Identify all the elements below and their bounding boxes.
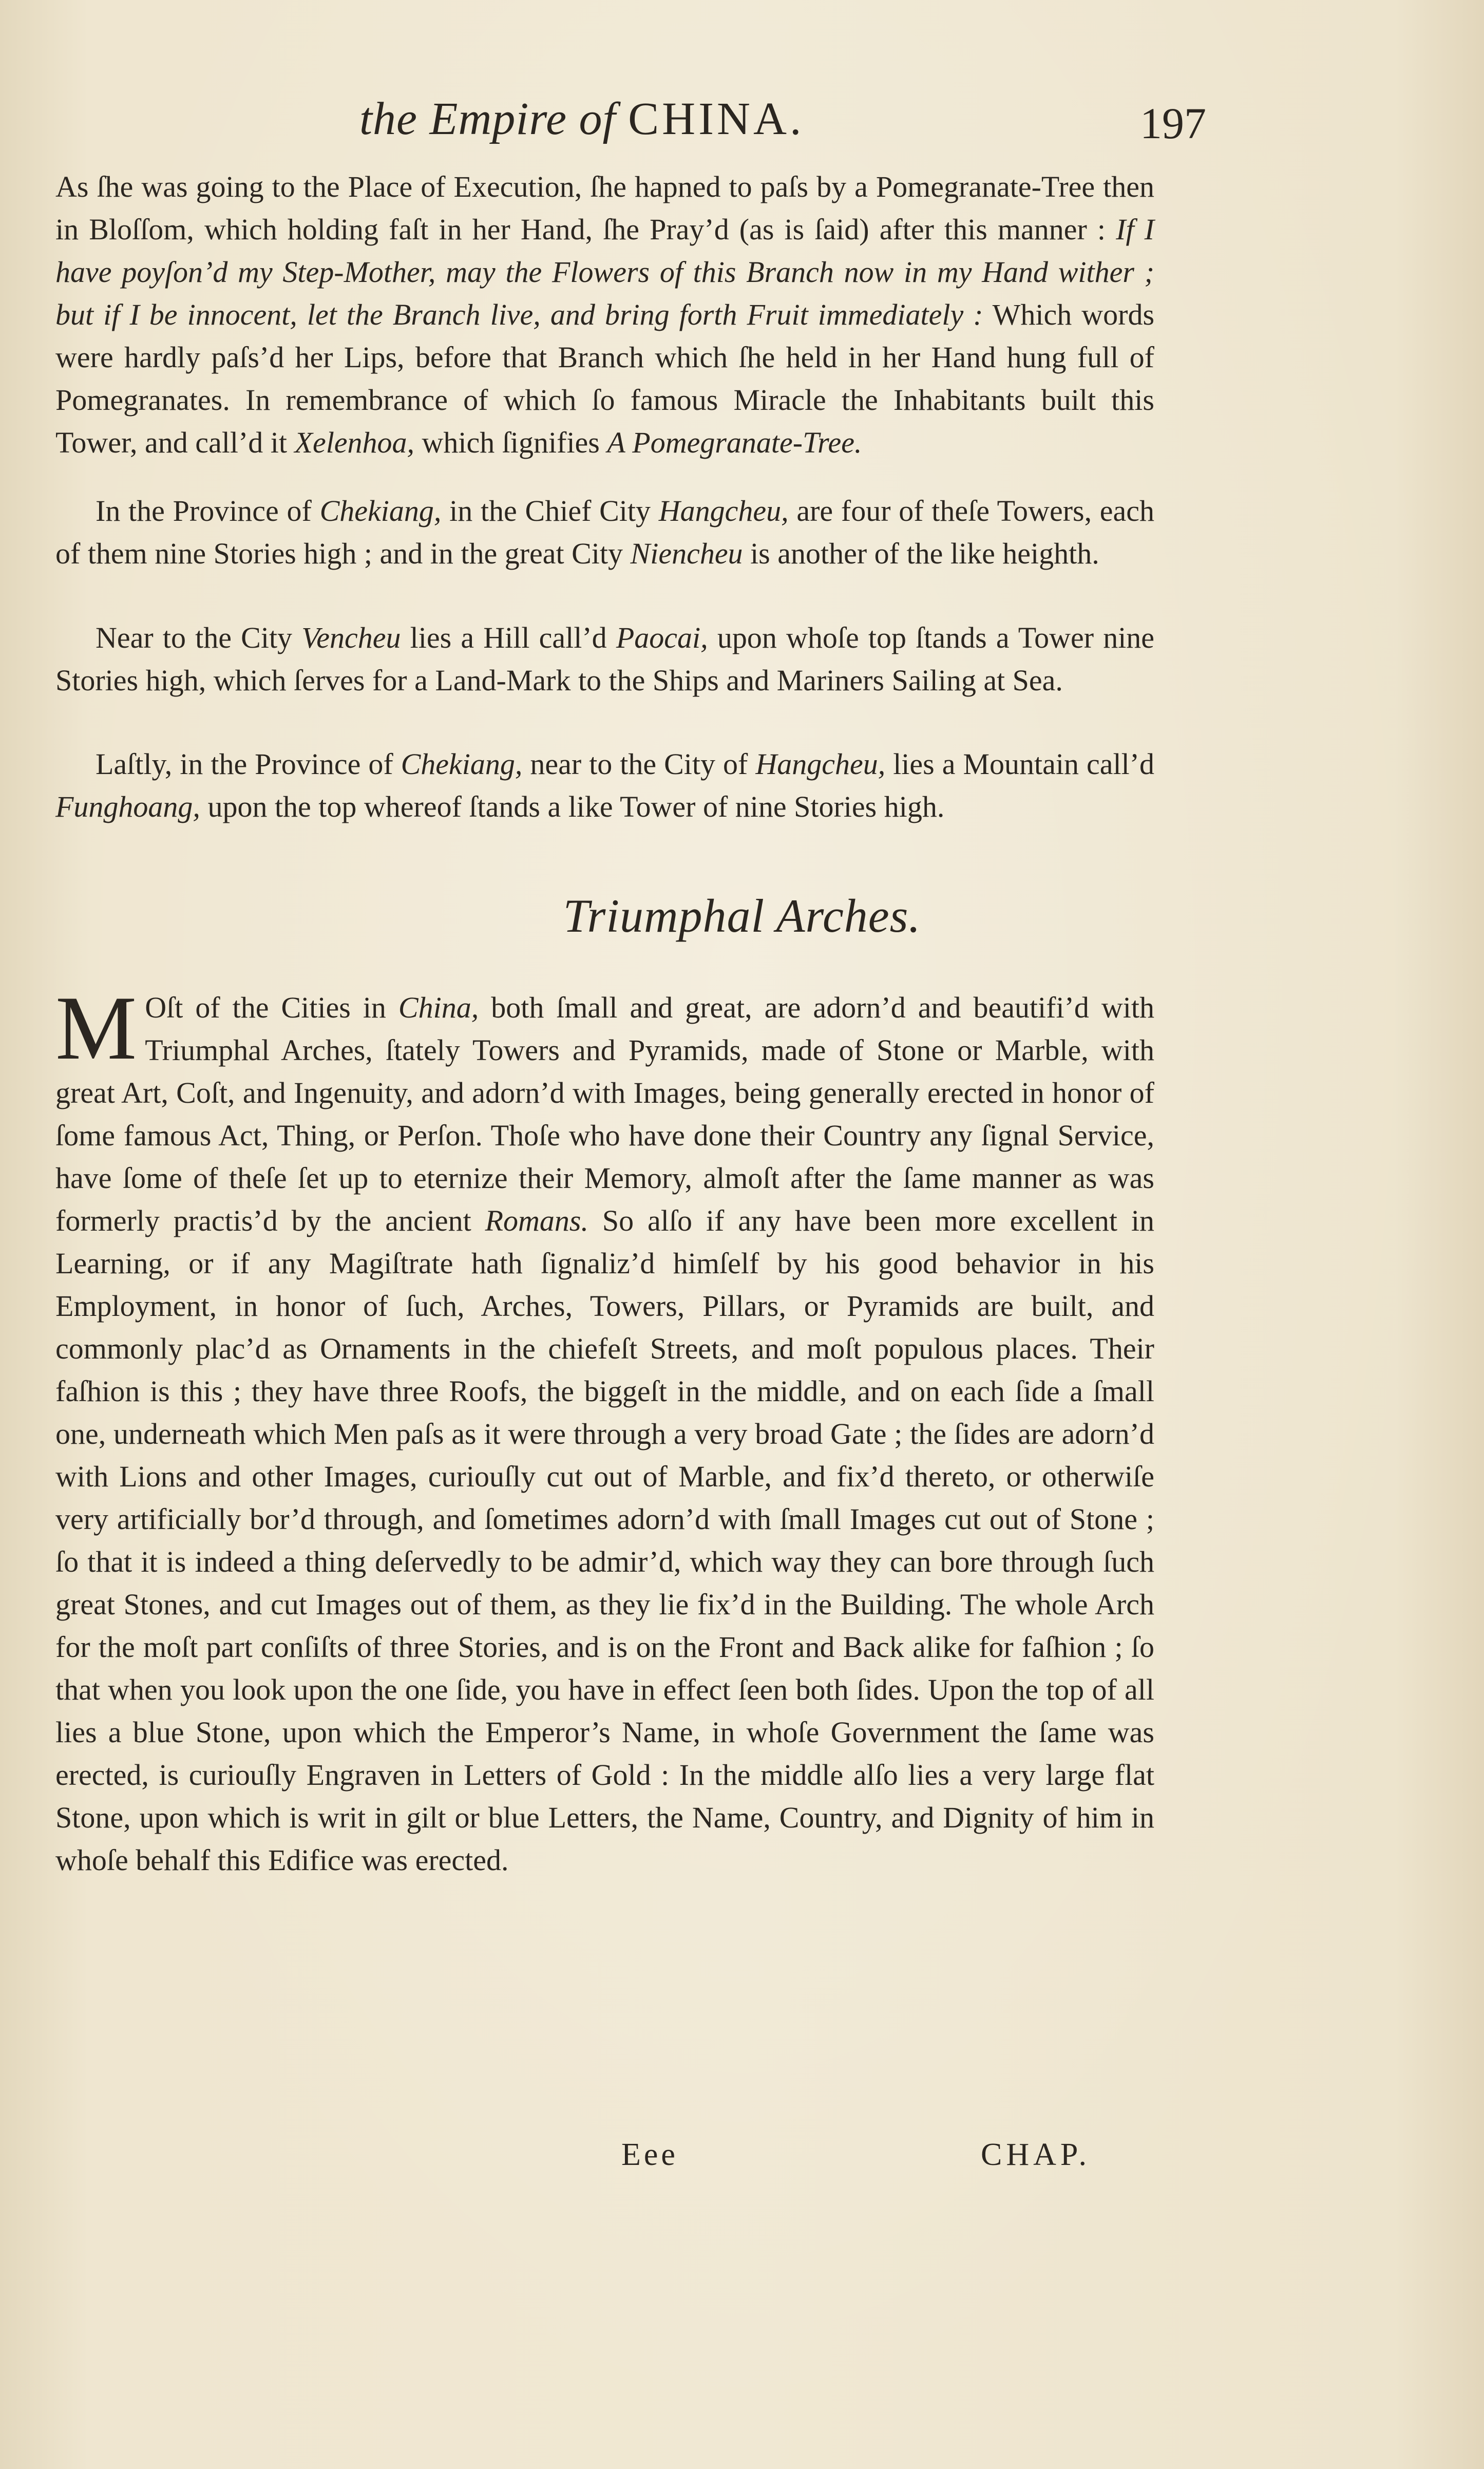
city-name: Vencheu: [301, 621, 401, 654]
province-name: Chekiang,: [401, 747, 523, 781]
paragraph-triumphal-arches: [55, 977, 1155, 1881]
italic-prayer: If I have poyſon’d my Step-Mother, may the Flowers of this Branch now in my Hand wither ; but if I be innocent, let the Branch live, and bring forth Fruit immediately :: [55, 213, 1154, 331]
text: lies a Hill call’d: [410, 621, 607, 654]
text: As ſhe was going to the Place of Execution, ſhe hapned to paſs by a Pomegranate-Tree then in Bloſſom, which holding faſt in her Hand, ſhe Pray’d (as is ſaid) after this manner :: [55, 170, 1154, 246]
text: in the Chief City: [449, 494, 651, 527]
country-name: China,: [398, 991, 479, 1024]
place-name: Xelenhoa,: [294, 426, 415, 459]
text: So alſo if any have been more excellent in Learning, or if any Magiſtrate hath ſignaliz’d himſelf by his good behavior in his Employment, in honor of ſuch, Arches, Towers, Pillars, or Pyramids are built, and commonly plac’d as Ornaments in the chiefeſt Streets, and moſt populous places. Their faſhion is this ; they have three Roofs, the biggeſt in the middle, and on each ſide a ſmall one, underneath which Men paſs as it were through a very broad Gate ; the ſides are adorn’d with Lions and other Images, curiouſly cut out of Marble, and fix’d thereto, or otherwiſe very artificially bor’d through, and ſometimes adorn’d with ſmall Images cut out of Stone ; ſo that it is indeed a thing deſervedly to be admir’d, which way they can bore through ſuch great Stones, and cut Images out of them, as they lie fix’d in the Building. The whole Arch for the moſt part conſiſts of three Stories, and is on the Front and Back alike for faſhion ; ſo that when you look upon the one ſide, you have in effect ſeen both ſides. Upon the top of all lies a blue Stone, upon which the Emperor’s Name, in whoſe Government the ſame was erected, is curiouſly Engraven in Letters of Gold : In the middle alſo lies a very large flat Stone, upon which is writ in gilt or blue Letters, the Name, Country, and Dignity of him in whoſe behalf this Edifice was erected.: [55, 1204, 1154, 1877]
text: upon whoſe top ſtands a Tower nine Stories high, which ſerves for a Land-Mark to the Ships and Mariners Sailing at Sea.: [55, 621, 1155, 697]
catchword: CHAP.: [981, 2137, 1091, 2172]
paragraph-chekiang-towers: [55, 489, 1154, 575]
text: Near to the City: [96, 621, 293, 654]
text: upon the top whereof ſtands a like Tower of nine Stories high.: [207, 790, 945, 823]
text: Oſt of the Cities in: [145, 991, 386, 1024]
text: both ſmall and great, are adorn’d and beautifi’d with Triumphal Arches, ſtately Towers and Pyramids, made of Stone or Marble, with great Art, Coſt, and Ingenuity, and adorn’d with Images, being generally erected in honor of ſome famous Act, Thing, or Perſon. Thoſe who have done their Country any ſignal Service, have ſome of theſe ſet up to eternize their Memory, almoſt after the ſame manner as was formerly practis’d by the ancient: [55, 991, 1155, 1237]
running-title-italic: the Empire of: [359, 93, 616, 144]
running-title: [359, 92, 805, 145]
text: In the Province of: [96, 494, 312, 527]
city-name: Hangcheu,: [755, 747, 886, 781]
text: is another of the like heighth.: [750, 537, 1099, 570]
running-head: [0, 92, 1484, 164]
running-title-caps: CHINA.: [628, 93, 805, 144]
page-footer: [0, 2137, 1484, 2183]
city-name: Hangcheu,: [658, 494, 789, 527]
mountain-name: Funghoang,: [55, 790, 200, 823]
signature-mark: Eee: [621, 2137, 678, 2172]
page-number: 197: [1140, 99, 1206, 148]
text: Laſtly, in the Province of: [96, 747, 393, 781]
meaning: A Pomegranate-Tree.: [607, 426, 862, 459]
paragraph-pomegranate: [55, 165, 1154, 464]
text: which ſignifies: [422, 426, 600, 459]
text: near to the City of: [530, 747, 748, 781]
text: are four of theſe Towers, each of them nine Stories high ; and in the great City: [55, 494, 1155, 570]
people-name: Romans.: [485, 1204, 588, 1237]
text: lies a Mountain call’d: [893, 747, 1154, 781]
hill-name: Paocai,: [616, 621, 708, 654]
text: Which words were hardly paſs’d her Lips, before that Branch which ſhe held in her Hand hung full of Pomegranates. In remembrance of which ſo famous Miracle the Inhabitants built this Tower, and call’d it: [55, 298, 1155, 459]
city-name: Niencheu: [630, 537, 743, 570]
drop-cap: M: [55, 977, 137, 1079]
paragraph-vencheu: [55, 616, 1154, 702]
province-name: Chekiang,: [319, 494, 442, 527]
section-heading: Triumphal Arches.: [563, 890, 921, 942]
paragraph-funghoang: [55, 743, 1154, 828]
